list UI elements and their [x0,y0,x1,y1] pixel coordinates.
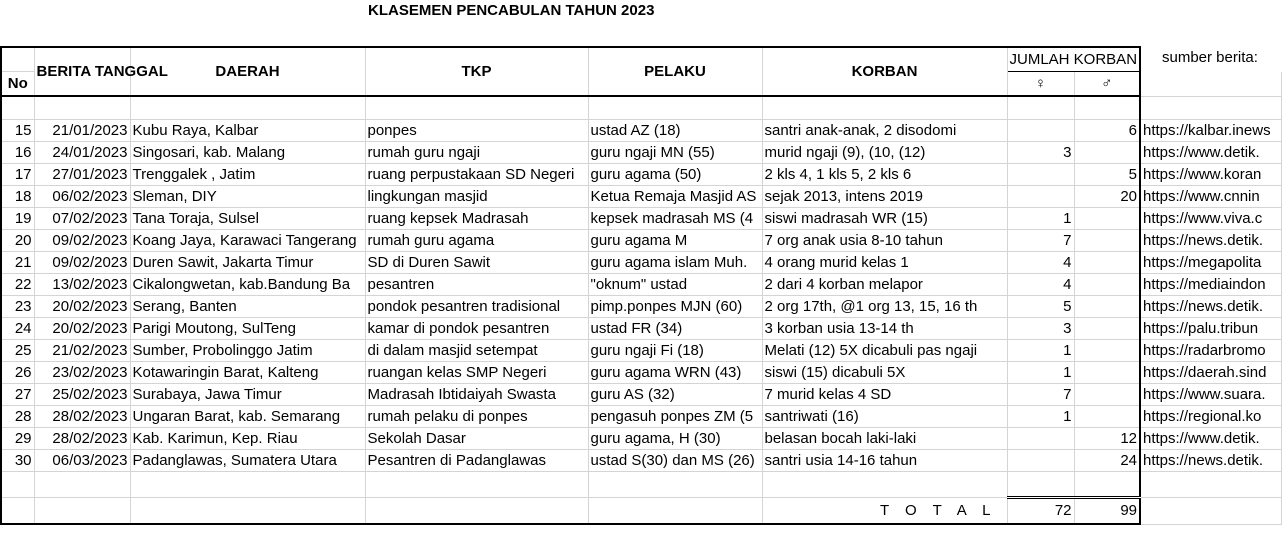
cell-male-count[interactable] [1074,340,1140,362]
table-row [1,120,1281,142]
cell-tanggal[interactable]: 23/02/2023 [34,362,130,384]
spacer-row [1,472,1281,498]
cell-no[interactable]: 26 [1,362,34,384]
cell-male-count[interactable]: 6 [1074,120,1140,142]
cell-male-count[interactable]: 5 [1074,164,1140,186]
table-row [1,450,1281,472]
table-row [1,384,1281,406]
cell-sumber[interactable]: https://www.koran [1140,164,1281,186]
header-daerah: DAERAH [130,47,365,96]
cell-male-count[interactable] [1074,362,1140,384]
cell-daerah[interactable]: Kotawaringin Barat, Kalteng [130,362,365,384]
cell-tkp[interactable]: Pesantren di Padanglawas [365,450,588,472]
cell-tanggal[interactable]: 27/01/2023 [34,164,130,186]
cell-no[interactable]: 30 [1,450,34,472]
blank-row [1,96,1281,120]
cell-female-count[interactable] [1007,428,1074,450]
cell-tanggal[interactable]: 25/02/2023 [34,384,130,406]
cell-tanggal[interactable]: 09/02/2023 [34,252,130,274]
cell-female-count[interactable]: 1 [1007,406,1074,428]
cell-female-count[interactable]: 1 [1007,208,1074,230]
cell-daerah[interactable]: Parigi Moutong, SulTeng [130,318,365,340]
cell-no[interactable]: 24 [1,318,34,340]
cell-pelaku[interactable]: ustad AZ (18) [588,120,762,142]
cell-no[interactable]: 19 [1,208,34,230]
cell-tkp[interactable]: di dalam masjid setempat [365,340,588,362]
cell-tanggal[interactable]: 21/01/2023 [34,120,130,142]
table-row [1,186,1281,208]
cell-sumber[interactable]: https://radarbromo [1140,340,1281,362]
cell-female-count[interactable]: 7 [1007,230,1074,252]
cell-korban[interactable]: 7 org anak usia 8-10 tahun [762,230,1007,252]
cell-tkp[interactable]: Madrasah Ibtidaiyah Swasta [365,384,588,406]
header-jumlah-korban: JUMLAH KORBAN [1007,47,1140,72]
cell-male-count[interactable]: 20 [1074,186,1140,208]
cell-tanggal[interactable]: 20/02/2023 [34,318,130,340]
cell-tanggal[interactable]: 20/02/2023 [34,296,130,318]
cell-female-count[interactable]: 4 [1007,274,1074,296]
cell-no[interactable]: 15 [1,120,34,142]
cell-no[interactable]: 16 [1,142,34,164]
cell-female-count[interactable]: 7 [1007,384,1074,406]
cell-tkp[interactable]: rumah pelaku di ponpes [365,406,588,428]
cell-male-count[interactable]: 12 [1074,428,1140,450]
cell-korban[interactable]: 2 kls 4, 1 kls 5, 2 kls 6 [762,164,1007,186]
cell-tkp[interactable]: rumah guru ngaji [365,142,588,164]
cell-sumber[interactable]: https://www.detik. [1140,142,1281,164]
spreadsheet-table [0,46,1282,525]
cell-female-count[interactable]: 5 [1007,296,1074,318]
cell-no[interactable]: 27 [1,384,34,406]
empty-cell [130,498,365,525]
header-tkp: TKP [365,47,588,96]
cell-tkp[interactable]: ponpes [365,120,588,142]
cell-sumber[interactable]: https://www.detik. [1140,428,1281,450]
cell-korban[interactable]: 4 orang murid kelas 1 [762,252,1007,274]
cell-male-count[interactable] [1074,142,1140,164]
cell-korban[interactable]: santriwati (16) [762,406,1007,428]
cell-tanggal[interactable]: 21/02/2023 [34,340,130,362]
cell-sumber[interactable]: https://www.cnnin [1140,186,1281,208]
table-row [1,252,1281,274]
cell-tanggal[interactable]: 28/02/2023 [34,428,130,450]
cell-no[interactable]: 20 [1,230,34,252]
cell-female-count[interactable]: 4 [1007,252,1074,274]
cell-pelaku[interactable]: guru agama (50) [588,164,762,186]
cell-female-count[interactable] [1007,450,1074,472]
cell-pelaku[interactable]: pimp.ponpes MJN (60) [588,296,762,318]
header-no: No [1,72,34,97]
cell-sumber[interactable]: https://news.detik. [1140,230,1281,252]
cell-sumber[interactable]: https://mediaindon [1140,274,1281,296]
cell-pelaku[interactable]: guru ngaji Fi (18) [588,340,762,362]
header-korban: KORBAN [762,47,1007,96]
cell-daerah[interactable]: Cikalongwetan, kab.Bandung Ba [130,274,365,296]
cell-tkp[interactable]: pondok pesantren tradisional [365,296,588,318]
cell-daerah[interactable]: Tana Toraja, Sulsel [130,208,365,230]
cell-no[interactable]: 25 [1,340,34,362]
table-row [1,230,1281,252]
empty-cell [34,498,130,525]
table-row [1,296,1281,318]
table-row [1,428,1281,450]
cell-tanggal[interactable]: 06/03/2023 [34,450,130,472]
cell-korban[interactable]: Melati (12) 5X dicabuli pas ngaji [762,340,1007,362]
cell-daerah[interactable]: Padanglawas, Sumatera Utara [130,450,365,472]
cell-korban[interactable]: 3 korban usia 13-14 th [762,318,1007,340]
cell-pelaku[interactable]: Ketua Remaja Masjid AS [588,186,762,208]
cell-tanggal[interactable]: 13/02/2023 [34,274,130,296]
cell-tkp[interactable]: pesantren [365,274,588,296]
cell-female-count[interactable] [1007,186,1074,208]
cell-tanggal[interactable]: 28/02/2023 [34,406,130,428]
cell-no[interactable]: 21 [1,252,34,274]
cell-sumber[interactable]: https://palu.tribun [1140,318,1281,340]
cell-tkp[interactable]: ruang perpustakaan SD Negeri [365,164,588,186]
cell-pelaku[interactable]: guru agama M [588,230,762,252]
cell-female-count[interactable] [1007,164,1074,186]
cell-tkp[interactable]: lingkungan masjid [365,186,588,208]
cell-no[interactable]: 29 [1,428,34,450]
cell-korban[interactable]: 2 dari 4 korban melapor [762,274,1007,296]
cell-daerah[interactable]: Sumber, Probolinggo Jatim [130,340,365,362]
cell-female-count[interactable]: 1 [1007,340,1074,362]
empty-cell [1,498,34,525]
cell-tkp[interactable]: ruang kepsek Madrasah [365,208,588,230]
cell-pelaku[interactable]: pengasuh ponpes ZM (5 [588,406,762,428]
cell-tanggal[interactable]: 24/01/2023 [34,142,130,164]
header-pelaku: PELAKU [588,47,762,96]
cell-pelaku[interactable]: guru agama WRN (43) [588,362,762,384]
sumber-label: sumber berita: [1162,49,1258,66]
table-row [1,340,1281,362]
cell-pelaku[interactable]: guru agama islam Muh. [588,252,762,274]
cell-no[interactable]: 18 [1,186,34,208]
cell-pelaku[interactable]: ustad FR (34) [588,318,762,340]
cell-daerah[interactable]: Surabaya, Jawa Timur [130,384,365,406]
total-male[interactable]: 99 [1074,498,1140,525]
cell-female-count[interactable]: 3 [1007,142,1074,164]
cell-sumber[interactable]: https://news.detik. [1140,450,1281,472]
table-row [1,164,1281,186]
header-female-icon: ♀ [1007,72,1074,97]
empty-cell [1140,498,1281,525]
cell-tanggal[interactable]: 06/02/2023 [34,186,130,208]
cell-korban[interactable]: siswi madrasah WR (15) [762,208,1007,230]
empty-cell [588,498,762,525]
cell-pelaku[interactable]: guru AS (32) [588,384,762,406]
cell-no[interactable]: 23 [1,296,34,318]
cell-male-count[interactable] [1074,406,1140,428]
cell-no[interactable]: 17 [1,164,34,186]
header-row-1 [1,47,1281,72]
table-row [1,406,1281,428]
cell-male-count[interactable] [1074,318,1140,340]
cell-no[interactable]: 22 [1,274,34,296]
sheet-title: KLASEMEN PENCABULAN TAHUN 2023 [368,2,655,19]
cell-male-count[interactable] [1074,296,1140,318]
cell-korban[interactable]: murid ngaji (9), (10, (12) [762,142,1007,164]
total-female[interactable]: 72 [1007,498,1074,525]
header-berita-tanggal: BERITA TANGGAL [34,47,130,96]
cell-tkp[interactable]: SD di Duren Sawit [365,252,588,274]
cell-sumber[interactable]: https://kalbar.inews [1140,120,1281,142]
cell-tkp[interactable]: rumah guru agama [365,230,588,252]
cell-tkp[interactable]: Sekolah Dasar [365,428,588,450]
cell-male-count[interactable] [1074,252,1140,274]
cell-pelaku[interactable]: "oknum" ustad [588,274,762,296]
total-row [1,498,1281,525]
cell-daerah[interactable]: Singosari, kab. Malang [130,142,365,164]
header-male-icon: ♂ [1074,72,1140,97]
cell-female-count[interactable] [1007,120,1074,142]
cell-female-count[interactable]: 1 [1007,362,1074,384]
cell-pelaku[interactable]: guru agama, H (30) [588,428,762,450]
cell-daerah[interactable]: Koang Jaya, Karawaci Tangerang [130,230,365,252]
cell-korban[interactable]: santri anak-anak, 2 disodomi [762,120,1007,142]
cell-sumber[interactable]: https://daerah.sind [1140,362,1281,384]
cell-korban[interactable]: santri usia 14-16 tahun [762,450,1007,472]
cell-sumber[interactable]: https://www.viva.c [1140,208,1281,230]
cell-female-count[interactable]: 3 [1007,318,1074,340]
cell-no[interactable]: 28 [1,406,34,428]
cell-tkp[interactable]: kamar di pondok pesantren [365,318,588,340]
cell-sumber[interactable]: https://regional.ko [1140,406,1281,428]
cell-pelaku[interactable]: kepsek madrasah MS (4 [588,208,762,230]
cell-male-count[interactable] [1074,230,1140,252]
cell-tanggal[interactable]: 09/02/2023 [34,230,130,252]
cell-korban[interactable]: 7 murid kelas 4 SD [762,384,1007,406]
cell-korban[interactable]: sejak 2013, intens 2019 [762,186,1007,208]
cell-daerah[interactable]: Serang, Banten [130,296,365,318]
cell-pelaku[interactable]: guru ngaji MN (55) [588,142,762,164]
table-row [1,208,1281,230]
cell-tanggal[interactable]: 07/02/2023 [34,208,130,230]
table-row [1,142,1281,164]
cell-daerah[interactable]: Ungaran Barat, kab. Semarang [130,406,365,428]
table-row [1,274,1281,296]
table-row [1,318,1281,340]
cell-daerah[interactable]: Kubu Raya, Kalbar [130,120,365,142]
total-label[interactable]: T O T A L [762,498,1007,525]
cell-daerah[interactable]: Duren Sawit, Jakarta Timur [130,252,365,274]
cell-korban[interactable]: siswi (15) dicabuli 5X [762,362,1007,384]
cell-sumber[interactable]: https://news.detik. [1140,296,1281,318]
cell-male-count[interactable]: 24 [1074,450,1140,472]
cell-pelaku[interactable]: ustad S(30) dan MS (26) [588,450,762,472]
cell-daerah[interactable]: Kab. Karimun, Kep. Riau [130,428,365,450]
cell-sumber[interactable]: https://megapolita [1140,252,1281,274]
table-row [1,362,1281,384]
cell-male-count[interactable] [1074,274,1140,296]
cell-male-count[interactable] [1074,208,1140,230]
empty-cell [365,498,588,525]
cell-tkp[interactable]: ruangan kelas SMP Negeri [365,362,588,384]
cell-male-count[interactable] [1074,384,1140,406]
cell-korban[interactable]: 2 org 17th, @1 org 13, 15, 16 th [762,296,1007,318]
cell-daerah[interactable]: Sleman, DIY [130,186,365,208]
cell-korban[interactable]: belasan bocah laki-laki [762,428,1007,450]
cell-daerah[interactable]: Trenggalek , Jatim [130,164,365,186]
cell-sumber[interactable]: https://www.suara. [1140,384,1281,406]
